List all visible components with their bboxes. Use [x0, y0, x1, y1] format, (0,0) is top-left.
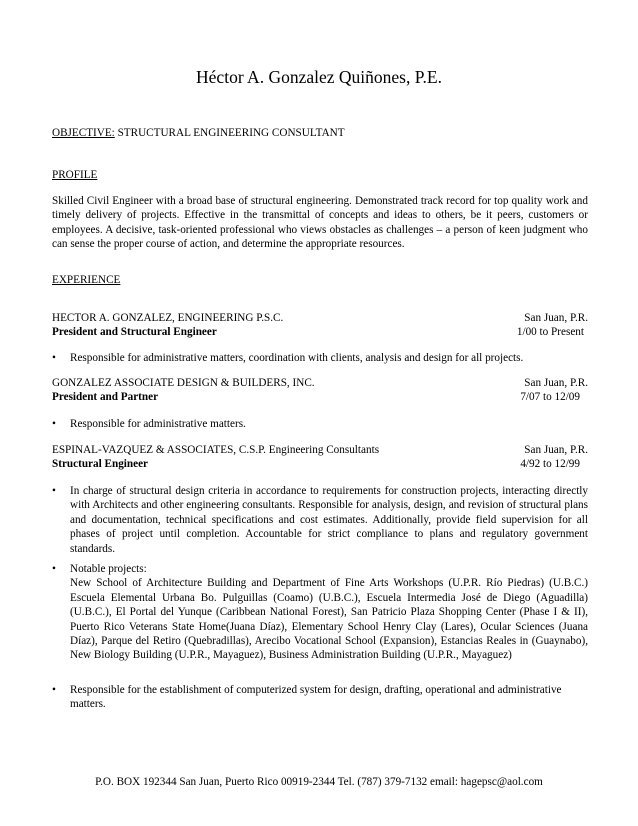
job-company-row — [52, 443, 588, 457]
job-company-row — [52, 376, 588, 390]
job-title: Structural Engineer — [52, 458, 149, 471]
profile-heading: PROFILE — [52, 169, 98, 181]
list-item — [52, 351, 588, 365]
profile-paragraph: Skilled Civil Engineer with a broad base of structural engineering. Demonstrated track record for top quality work and timely delivery of projects. Effective in the transmittal of concepts and ideas to others, be it peers, customers or employees. A decisive, task-oriented professional who views obstacles as challenges – a person of keen judgment who can sense the proper course of action, and determine the appropriate resources. — [52, 195, 588, 251]
job-dates: 4/92 to 12/99 — [520, 458, 580, 471]
job-title-row — [52, 325, 588, 339]
bullet-icon: • — [52, 563, 56, 575]
list-item — [52, 417, 588, 431]
job-entry — [52, 376, 588, 405]
bullet-icon: • — [52, 485, 56, 497]
job-location: San Juan, P.R. — [524, 312, 588, 324]
experience-heading: EXPERIENCE — [52, 274, 121, 286]
objective-text: STRUCTURAL ENGINEERING CONSULTANT — [114, 127, 345, 139]
job-entry — [52, 311, 588, 340]
job-title-row — [52, 390, 588, 404]
list-item — [52, 562, 588, 663]
bullet-icon: • — [52, 684, 56, 696]
bullet-text: Responsible for administrative matters, coordination with clients, analysis and design for all projects. — [70, 352, 524, 364]
objective-line — [52, 126, 588, 140]
job-location: San Juan, P.R. — [524, 444, 588, 456]
job-company: HECTOR A. GONZALEZ, ENGINEERING P.S.C. — [52, 312, 284, 324]
projects-list: New School of Architecture Building and Department of Fine Arts Workshops (U.P.R. Río Piedras) (U.B.C.) Escuela Elemental Urbana Bo. Pulguillas (Coamo) (U.B.C.), Escuela Intermedia José de Diego (Aguadilla) (U.B.C.), El Portal del Yunque (Caribbean National Forest), San Patricio Plaza Shopping Center (Phase I & II), Puerto Rico Veterans State Home(Juana Díaz), Elementary School Henry Clay (Lares), Ocular Sciences (Juana Díaz), Parque del Retiro (Quebradillas), Arecibo Vocational School (Expansion), Estancias Reales in (Guaynabo), New Biology Building (U.P.R., Mayaguez), Business Administration Building (U.P.R., Mayaguez) — [70, 577, 588, 662]
objective-label: OBJECTIVE: — [52, 127, 115, 139]
bullet-text: Responsible for administrative matters. — [70, 418, 246, 430]
list-item — [52, 484, 588, 556]
job-company-row — [52, 311, 588, 325]
job-title: President and Structural Engineer — [52, 326, 217, 339]
bullet-text: Notable projects: — [70, 563, 147, 575]
job-dates: 7/07 to 12/09 — [520, 391, 580, 404]
job-entry — [52, 443, 588, 472]
job-dates: 1/00 to Present — [516, 326, 584, 339]
bullet-icon: • — [52, 352, 56, 364]
bullet-text: Responsible for the establishment of computerized system for design, drafting, operational and administrative matters. — [70, 684, 562, 711]
bullet-icon: • — [52, 418, 56, 430]
list-item — [52, 683, 588, 712]
bullet-text: In charge of structural design criteria in accordance to requirements for construction projects, interacting directly with Architects and other engineering consultants. Responsible for analysis, design, and revision of structural plans and documentation, technical specifications and cost estimates. Additionally, provide field supervision for all phases of project until completion. Accountable for strict compliance to plans and regulatory government standards. — [70, 485, 588, 555]
job-title-row — [52, 457, 588, 471]
job-location: San Juan, P.R. — [524, 377, 588, 389]
job-company: ESPINAL-VAZQUEZ & ASSOCIATES, C.S.P. Engineering Consultants — [52, 444, 380, 456]
page-title: Héctor A. Gonzalez Quiñones, P.E. — [196, 67, 442, 87]
job-title: President and Partner — [52, 391, 159, 404]
contact-footer: P.O. BOX 192344 San Juan, Puerto Rico 00919-2344 Tel. (787) 379-7132 email: hagepsc@aol.com — [95, 776, 543, 788]
job-company: GONZALEZ ASSOCIATE DESIGN & BUILDERS, INC. — [52, 377, 315, 389]
